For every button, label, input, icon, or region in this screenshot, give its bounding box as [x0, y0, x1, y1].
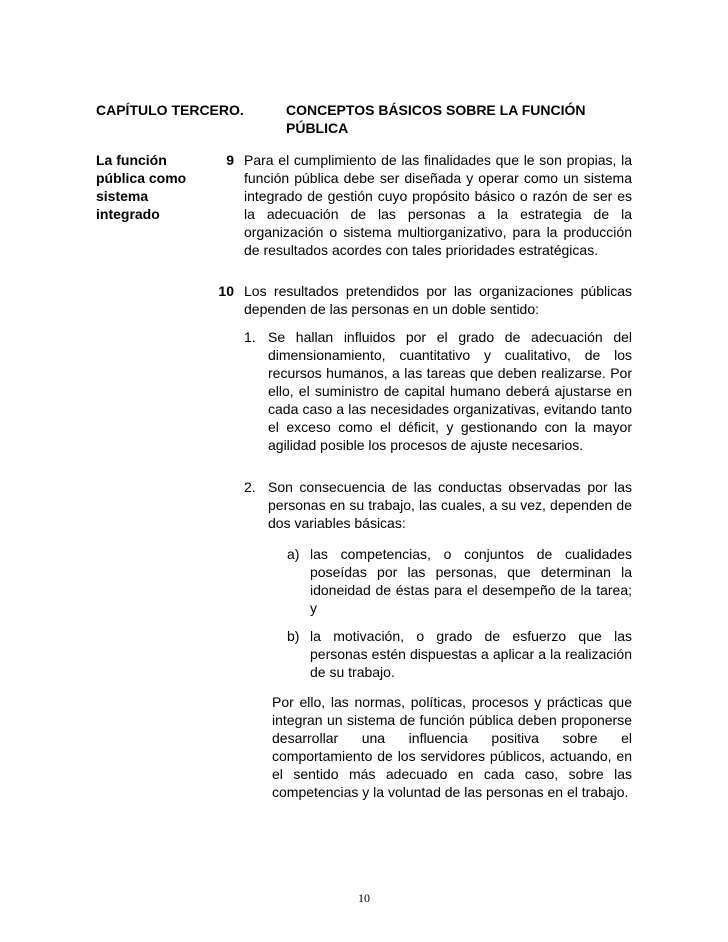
list-item-text: Son consecuencia de las conductas observadas por las personas en su trabajo, las cuales, a su vez, dependen de dos variables básicas: [268, 479, 632, 531]
sub-list-item-text: las competencias, o conjuntos de cualidades poseídas por las personas, que determinan la idoneidad de éstas para el desempeño de la tarea; y [310, 546, 632, 616]
list-item [244, 478, 632, 532]
list-item [244, 328, 632, 454]
list-item-text: Se hallan influidos por el grado de adecuación del dimensionamiento, cuantitativo y cualitativo, de los recursos humanos, a las tareas que deben realizarse. Por ello, el suministro de capital humano deberá ajustarse en cada caso a las necesidades organizativas, evitando tanto el exceso como el déficit, y gestionando con la mayor agilidad posible los procesos de ajuste necesarios. [268, 329, 632, 453]
list-marker: 1. [244, 329, 256, 345]
side-label: La función pública como sistema integrado [96, 152, 187, 222]
sub-list-item [287, 627, 632, 681]
sub-list-item-text: la motivación, o grado de esfuerzo que las personas estén dispuestas a aplicar a la realización de su trabajo. [310, 628, 632, 680]
conclusion-paragraph: Por ello, las normas, políticas, procesos y prácticas que integran un sistema de función pública deben proponerse desarrollar una influencia positiva sobre el comportamiento de los servidores públicos, actuando, en el sentido más adecuado en cada caso, sobre las competencias y la voluntad de las personas en el trabajo. [272, 694, 632, 800]
section-number: 10 [218, 283, 234, 299]
section-paragraph: Los resultados pretendidos por las organizaciones públicas dependen de las personas en un doble sentido: [244, 283, 632, 317]
page-number: 10 [358, 891, 370, 905]
sub-list-marker: a) [287, 546, 300, 562]
section-paragraph: Para el cumplimiento de las finalidades que le son propias, la función pública debe ser diseñada y operar como un sistema integrado de gestión cuyo propósito básico o razón de ser es la adecuación de las personas a la estrategia de la organización o sistema multiorganizativo, para la producción de resultados acordes con tales prioridades estratégicas. [244, 152, 632, 258]
list-marker: 2. [244, 479, 256, 495]
sub-list-item [287, 545, 632, 617]
sub-list-marker: b) [287, 628, 300, 644]
section-number: 9 [226, 152, 234, 168]
chapter-title: CONCEPTOS BÁSICOS SOBRE LA FUNCIÓN PÚBLICA [286, 102, 586, 136]
chapter-label: CAPÍTULO TERCERO. [96, 102, 244, 118]
